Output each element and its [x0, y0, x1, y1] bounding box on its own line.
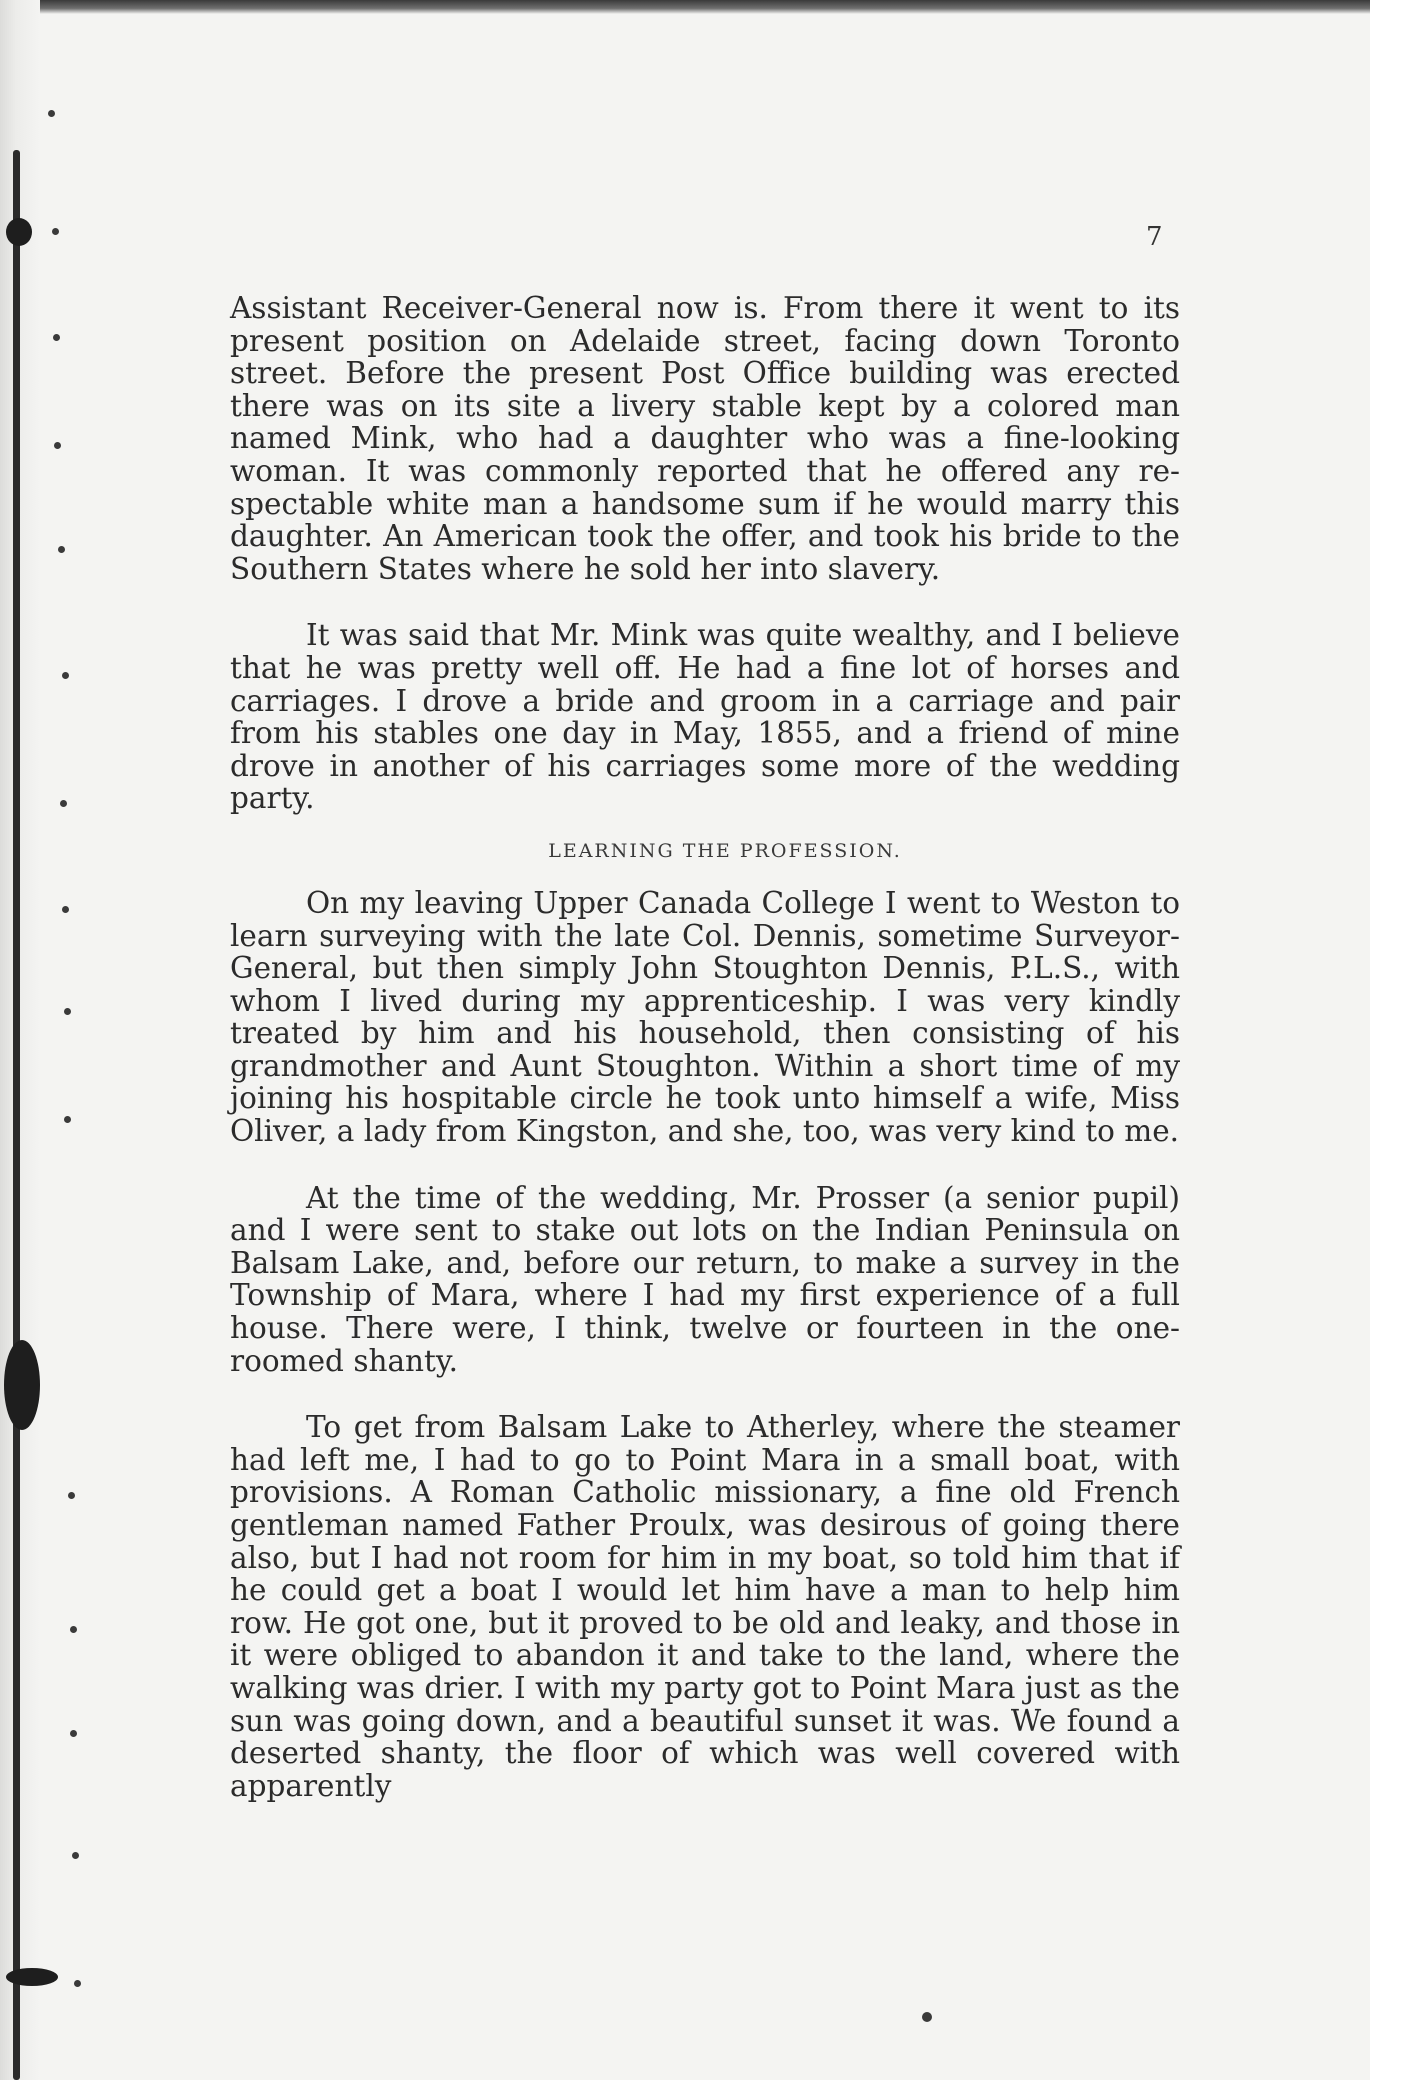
paragraph: At the time of the wedding, Mr. Prosser (a senior pupil) and I were sent to stake out lots on the Indian Peninsula on Balsam Lake, and, before our return, to make a survey in the Township of Mara, where I had my first experience of a full house. There were, I think, twelve or fourteen in the one-roomed shanty. — [230, 1180, 1180, 1378]
binding-mark — [6, 1968, 58, 1986]
punch-mark — [74, 1980, 81, 1987]
binding-mark — [4, 1340, 40, 1430]
punch-mark — [52, 228, 59, 235]
book-spine-shadow — [0, 0, 40, 2080]
punch-mark — [70, 1730, 77, 1737]
page-top-edge — [0, 0, 1408, 14]
punch-mark — [54, 442, 61, 449]
punch-mark — [64, 1116, 71, 1123]
punch-mark — [62, 672, 69, 679]
punch-mark — [48, 110, 55, 117]
punch-mark — [62, 906, 69, 913]
binding-mark — [6, 218, 32, 246]
punch-mark — [72, 1852, 79, 1859]
paragraph-continued: Assistant Receiver-General now is. From there it went to its present position on Adelaide street, facing down Toronto street. Before the present Post Office building was erected there was on its site a livery stable kept by a colored man named Mink, who had a daughter who was a fine-looking woman. It was commonly reported that he offered any respectable white man a handsome sum if he would marry this daughter. An American took the offer, and took his bride to the Southern States where he sold her into slavery. — [230, 291, 1180, 586]
paragraph: To get from Balsam Lake to Atherley, where the steamer had left me, I had to go to Point Mara in a small boat, with provisions. A Roman Catholic missionary, a fine old French gentleman named Father Proulx, was desirous of going there also, but I had not room for him in my boat, so told him that if he could get a boat I would let him have a man to help him row. He got one, but it proved to be old and leaky, and those in it were obliged to abandon it and take to the land, where the walking was drier. I with my party got to Point Mara just as the sun was going down, and a beautiful sunset it was. We found a deserted shanty, the floor of which was well covered with apparently — [230, 1410, 1180, 1803]
punch-mark — [70, 1626, 77, 1633]
punch-mark — [60, 800, 67, 807]
body-text — [230, 292, 1180, 1802]
binding-edge — [13, 150, 20, 2080]
page-number: 7 — [1146, 222, 1163, 252]
punch-mark — [53, 334, 60, 341]
punch-mark — [58, 546, 65, 553]
punch-mark — [922, 2012, 932, 2022]
punch-mark — [64, 1008, 71, 1015]
paragraph: On my leaving Upper Canada College I went to Weston to learn surveying with the late Col. Dennis, sometime Surveyor-General, but then simply John Stoughton Dennis, P.L.S., with whom I lived during my apprenticeship. I was very kindly treated by him and his household, then consisting of his grandmother and Aunt Stoughton. Within a short time of my joining his hospitable circle he took unto himself a wife, Miss Oliver, a lady from Kingston, and she, too, was very kind to me. — [230, 885, 1180, 1149]
section-heading: LEARNING THE PROFESSION. — [548, 839, 902, 862]
paragraph: It was said that Mr. Mink was quite wealthy, and I believe that he was pretty well off. He had a fine lot of horses and carriages. I drove a bride and groom in a carriage and pair from his stables one day in May, 1855, and a friend of mine drove in another of his carriages some more of the wedding party. — [230, 618, 1180, 816]
page-right-margin — [1370, 0, 1408, 2080]
punch-mark — [68, 1492, 75, 1499]
